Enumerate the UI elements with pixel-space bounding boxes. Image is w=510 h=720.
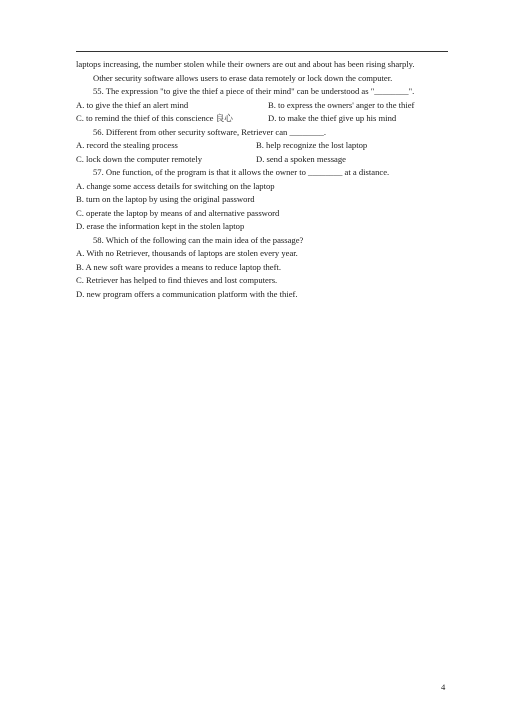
- question-55-option-b: B. to express the owners' anger to the thief: [268, 99, 415, 110]
- header-rule: [76, 51, 448, 52]
- question-55-options-row: [76, 112, 456, 126]
- question-56-options-row: [76, 139, 456, 153]
- question-58-option-b: B. A new soft ware provides a means to reduce laptop theft.: [76, 261, 281, 272]
- question-55-option-c: C. to remind the thief of this conscience 良心: [76, 113, 233, 123]
- passage-line: Other security software allows users to erase data remotely or lock down the computer.: [93, 72, 393, 83]
- question-57-option-a: A. change some access details for switching on the laptop: [76, 180, 275, 191]
- question-58-option-a: A. With no Retriever, thousands of laptops are stolen every year.: [76, 248, 298, 258]
- question-57-option-b: B. turn on the laptop by using the original password: [76, 194, 255, 204]
- question-55-option-a: A. to give the thief an alert mind: [76, 99, 189, 110]
- question-57-option-d: D. erase the information kept in the stolen laptop: [76, 221, 245, 231]
- question-58-option-d: D. new program offers a communication platform with the thief.: [76, 288, 298, 299]
- question-56-stem: 56. Different from other security software, Retriever can ________.: [93, 126, 326, 137]
- question-56-option-d: D. send a spoken message: [256, 153, 346, 164]
- page-content: [76, 58, 456, 301]
- question-56-option-b: B. help recognize the lost laptop: [256, 140, 368, 150]
- question-58-option-c: C. Retriever has helped to find thieves and lost computers.: [76, 275, 278, 285]
- question-57-stem: 57. One function, of the program is that it allows the owner to ________ at a distance.: [93, 167, 390, 177]
- question-55-options-row: [76, 99, 456, 113]
- question-56-option-c: C. lock down the computer remotely: [76, 153, 203, 164]
- question-56-option-a: A. record the stealing process: [76, 140, 178, 150]
- question-57-option-c: C. operate the laptop by means of and alternative password: [76, 207, 280, 218]
- question-55-option-d: D. to make the thief give up his mind: [268, 113, 397, 123]
- question-58-stem: 58. Which of the following can the main idea of the passage?: [93, 234, 304, 245]
- question-55-stem: 55. The expression "to give the thief a piece of their mind" can be understood as "________".: [93, 86, 415, 96]
- question-56-options-row: [76, 153, 456, 167]
- passage-line: laptops increasing, the number stolen while their owners are out and about has been rising sharply.: [76, 59, 415, 69]
- page-number: 4: [441, 682, 446, 692]
